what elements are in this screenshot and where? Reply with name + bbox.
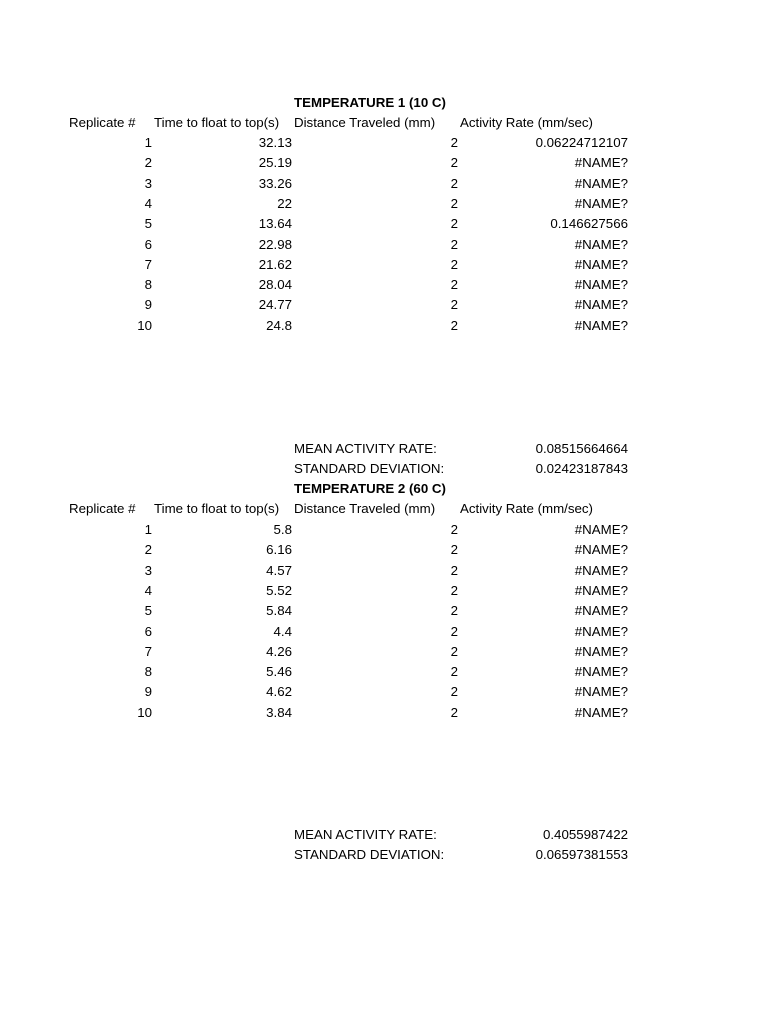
cell-replicate: 10	[137, 705, 152, 720]
cell-time: 33.26	[258, 176, 292, 191]
header-distance: Distance Traveled (mm)	[294, 115, 436, 130]
sd-label: STANDARD DEVIATION:	[294, 847, 445, 862]
header-time: Time to float to top(s)	[154, 501, 280, 516]
cell-rate: #NAME?	[574, 603, 628, 618]
mean-label: MEAN ACTIVITY RATE:	[294, 441, 437, 456]
mean-value: 0.08515664664	[535, 441, 628, 456]
header-replicate: Replicate #	[69, 501, 136, 516]
cell-replicate: 2	[144, 542, 152, 557]
cell-rate: 0.146627566	[550, 216, 628, 231]
cell-time: 4.26	[266, 644, 292, 659]
cell-replicate: 7	[144, 257, 152, 272]
cell-rate: #NAME?	[574, 624, 628, 639]
cell-replicate: 5	[144, 603, 152, 618]
header-rate: Activity Rate (mm/sec)	[460, 501, 593, 516]
cell-rate: #NAME?	[574, 705, 628, 720]
cell-distance: 2	[450, 257, 458, 272]
cell-replicate: 3	[144, 563, 152, 578]
mean-value: 0.4055987422	[542, 827, 628, 842]
cell-rate: #NAME?	[574, 664, 628, 679]
cell-time: 32.13	[258, 135, 292, 150]
cell-replicate: 2	[144, 155, 152, 170]
sd-value: 0.06597381553	[535, 847, 628, 862]
cell-rate: #NAME?	[574, 542, 628, 557]
cell-time: 24.77	[258, 297, 292, 312]
cell-distance: 2	[450, 542, 458, 557]
cell-time: 25.19	[258, 155, 292, 170]
header-distance: Distance Traveled (mm)	[294, 501, 436, 516]
cell-rate: #NAME?	[574, 155, 628, 170]
cell-rate: 0.06224712107	[535, 135, 628, 150]
cell-replicate: 9	[144, 297, 152, 312]
cell-time: 5.8	[273, 522, 292, 537]
cell-distance: 2	[450, 603, 458, 618]
cell-replicate: 9	[144, 684, 152, 699]
cell-distance: 2	[450, 624, 458, 639]
cell-replicate: 4	[144, 583, 152, 598]
cell-distance: 2	[450, 176, 458, 191]
cell-distance: 2	[450, 522, 458, 537]
cell-rate: #NAME?	[574, 297, 628, 312]
cell-rate: #NAME?	[574, 176, 628, 191]
cell-time: 24.8	[266, 318, 292, 333]
cell-rate: #NAME?	[574, 644, 628, 659]
cell-rate: #NAME?	[574, 257, 628, 272]
cell-rate: #NAME?	[574, 277, 628, 292]
cell-replicate: 4	[144, 196, 152, 211]
cell-rate: #NAME?	[574, 684, 628, 699]
cell-distance: 2	[450, 583, 458, 598]
cell-rate: #NAME?	[574, 522, 628, 537]
cell-distance: 2	[450, 684, 458, 699]
cell-distance: 2	[450, 318, 458, 333]
cell-distance: 2	[450, 644, 458, 659]
section-title: TEMPERATURE 2 (60 C)	[294, 481, 446, 496]
cell-distance: 2	[450, 216, 458, 231]
cell-replicate: 1	[144, 135, 152, 150]
cell-time: 5.84	[266, 603, 292, 618]
cell-replicate: 3	[144, 176, 152, 191]
sd-label: STANDARD DEVIATION:	[294, 461, 445, 476]
cell-time: 28.04	[258, 277, 292, 292]
cell-time: 5.52	[266, 583, 292, 598]
cell-distance: 2	[450, 237, 458, 252]
cell-replicate: 5	[144, 216, 152, 231]
cell-replicate: 8	[144, 277, 152, 292]
cell-time: 5.46	[266, 664, 292, 679]
cell-distance: 2	[450, 563, 458, 578]
cell-rate: #NAME?	[574, 563, 628, 578]
cell-replicate: 6	[144, 624, 152, 639]
section-title: TEMPERATURE 1 (10 C)	[294, 95, 446, 110]
cell-distance: 2	[450, 705, 458, 720]
cell-replicate: 10	[137, 318, 152, 333]
cell-rate: #NAME?	[574, 583, 628, 598]
cell-replicate: 8	[144, 664, 152, 679]
header-rate: Activity Rate (mm/sec)	[460, 115, 593, 130]
cell-time: 4.4	[273, 624, 292, 639]
cell-rate: #NAME?	[574, 318, 628, 333]
cell-distance: 2	[450, 277, 458, 292]
cell-replicate: 1	[144, 522, 152, 537]
cell-distance: 2	[450, 664, 458, 679]
cell-replicate: 7	[144, 644, 152, 659]
cell-time: 22	[277, 196, 292, 211]
cell-time: 3.84	[266, 705, 292, 720]
cell-replicate: 6	[144, 237, 152, 252]
cell-time: 22.98	[258, 237, 292, 252]
cell-rate: #NAME?	[574, 196, 628, 211]
cell-distance: 2	[450, 297, 458, 312]
header-replicate: Replicate #	[69, 115, 136, 130]
cell-time: 4.62	[266, 684, 292, 699]
cell-distance: 2	[450, 135, 458, 150]
header-time: Time to float to top(s)	[154, 115, 280, 130]
sd-value: 0.02423187843	[535, 461, 628, 476]
cell-time: 4.57	[266, 563, 292, 578]
cell-time: 21.62	[258, 257, 292, 272]
cell-time: 6.16	[266, 542, 292, 557]
cell-time: 13.64	[258, 216, 292, 231]
cell-rate: #NAME?	[574, 237, 628, 252]
cell-distance: 2	[450, 196, 458, 211]
mean-label: MEAN ACTIVITY RATE:	[294, 827, 437, 842]
cell-distance: 2	[450, 155, 458, 170]
